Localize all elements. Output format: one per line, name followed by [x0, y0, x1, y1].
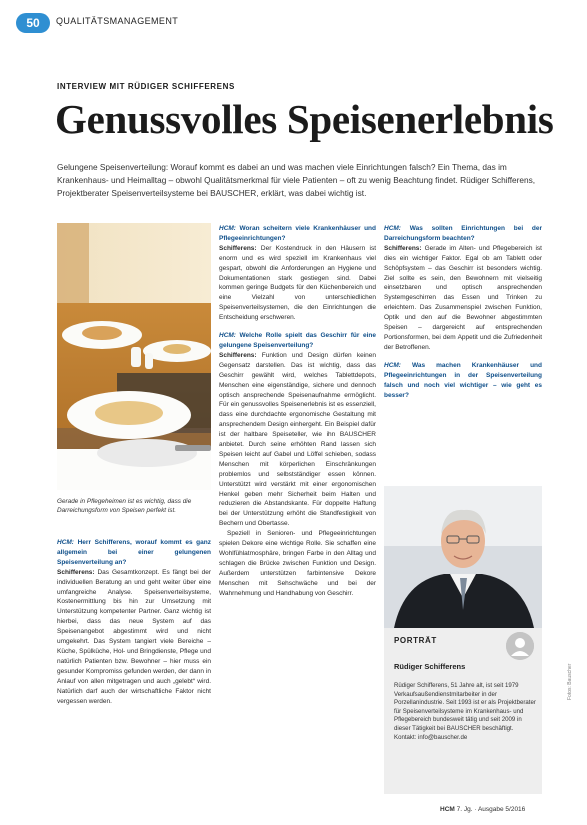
photo-caption: Gerade in Pflegeheimen ist es wichtig, dass die Darreichungsform von Speisen perfekt ist. [57, 498, 192, 514]
question-5 [384, 361, 542, 401]
answer-3-continued: Speziell in Senioren- und Pflegeeinrichtungen spielen Dekore eine wichtige Rolle. Sie schaffen eine Wohlfühlatmosphäre, bringen Farbe in den Alltag und schlagen die Brücke zwischen Funktion und Design. Außerdem unterstützen farbintensive Dekore Menschen mit Sehschwäche und bei der Wahrnehmung und Handhabung von Geschirr. [219, 530, 376, 597]
person-silhouette-icon [506, 632, 534, 660]
answer-1 [57, 568, 211, 707]
question-label: HCM: [219, 332, 236, 340]
question-label: HCM: [219, 225, 236, 232]
answer-label: Schifferens: [384, 244, 422, 252]
answer-text: Der Kostendruck in den Häusern ist enorm und es wird speziell im Krankenhaus viel gespart, obwohl die Anforderungen an Hygiene und Dokumentationen stark gestiegen sind. Dabei kommen geringe Budgets für den Küchenbereich und eine Vielzahl von unterschiedlichen Speisenverteilsystemen, die den Einrichtungen die Entscheidung erschweren. [219, 244, 376, 322]
question-text: Woran scheitern viele Krankenhäuser und Pflegeeinrichtungen? [219, 225, 376, 242]
answer-4 [384, 244, 542, 353]
photo-credit: Fotos: Bauscher [567, 663, 573, 700]
question-2 [219, 224, 376, 244]
question-text: Welche Rolle spielt das Geschirr für eine gelungene Speisenverteilung? [219, 332, 376, 349]
footer-brand: HCM [440, 806, 455, 813]
question-text: Herr Schifferens, worauf kommt es ganz allgemein bei einer gelungenen Speisenverteilung an? [57, 539, 211, 566]
article-column-3 [384, 224, 542, 400]
answer-text: Das Gesamtkonzept. Es fängt bei der individuellen Beratung an und geht weiter über eine umfangreiche Analyse. Speisenverteilsysteme, Kostenermittlung bis hin zur Umsetzung mit Unterstützung kompetenter Partner. Ganz wichtig ist hierbei, dass das neue System auf das Speisenangebot abgestimmt wird und nicht umgekehrt. Das System tangiert viele Bereiche – Küche, Spülküche, Hol- und Bringdienste, Pflege und natürlich Patienten bzw. Bewohner – hier muss ein gesunder Kompromiss gefunden werden, der dann in Anlauf von allen mitgetragen und auch „gelebt“ wird. Natürlich darf auch der wirtschaftliche Faktor nicht vergessen werden. [57, 568, 211, 705]
answer-label: Schifferens: [219, 351, 257, 359]
answer-text: Gerade im Alten- und Pflegebereich ist dies ein wichtiger Faktor. Egal ob am Tablett oder Schöpfsystem – das Geschirr ist besonders wichtig. Ziel sollte es sein, den Bewohnern mit vielseitig einsetzbaren und optisch ansprechenden Systemgeschirren das Essen und Trinken zu erleichtern. Das Zusammenspiel zwischen Funktion, Optik und den auf die Bewohner abgestimmten Speisen – dargereicht auf entsprechenden Portionsformen, bei dem Appetit und die Zufriedenheit der Betroffenen. [384, 244, 542, 351]
answer-3 [219, 351, 376, 529]
question-1 [57, 538, 211, 568]
portrait-name: Rüdiger Schifferens [394, 662, 466, 671]
answer-text: Funktion und Design dürfen keinen Gegensatz darstellen. Das ist wichtig, dass das Geschirr gewählt wird, welches Tablettdepots, Menschen eine eigenständige, sichere und dennoch optisch ansprechende Speisenaufnahme ermöglicht. Für ein genussvolles Speisenerlebnis ist es essenziell, dass eine durchdachte ergonomische Gestaltung mit ansprechendem Design einhergeht. Ein Beispiel dafür ist der haltbare Speiseteller, wie ihn BAUSCHER anbietet. Durch seine erhöhten Rand lassen sich Speisen leicht auf Gabel und Löffel schieben, sodass Menschen mit körperlichen Einschränkungen problemlos und selbstständiger essen können. Unterstützt wird verstärkt mit einer ergonomischen Henkel geben mehr Sicherheit beim Halten und reduzieren die Abstandskante. Für doppelte Haftung bei der Unterstützung erhöht die Standfestigkeit von Bechern und Obertasse. [219, 351, 376, 528]
article-photo [57, 223, 211, 490]
section-label: QUALITÄTSMANAGEMENT [56, 16, 179, 26]
question-4 [384, 224, 542, 244]
page-footer [440, 806, 525, 813]
article-column-1 [57, 538, 211, 706]
article-kicker: INTERVIEW MIT RÜDIGER SCHIFFERENS [57, 82, 235, 91]
question-text: Was machen Krankenhäuser und Pflegeeinrichtungen in der Speisenverteilung falsch und noch viel wichtiger – wie geht es besser? [384, 361, 542, 399]
portrait-info-box [384, 628, 542, 794]
question-label: HCM: [57, 539, 74, 546]
article-headline: Genussvolles Speisenerlebnis [55, 96, 554, 142]
footer-issue: 7. Jg. · Ausgabe 5/2016 [456, 806, 526, 813]
article-lede: Gelungene Speisenverteilung: Worauf kommt es dabei an und was machen viele Einrichtungen falsch? Ein Thema, das im Krankenhaus- und Heimalltag – obwohl Qualitätsmerkmal für viele Patienten – oft zu wenig Beachtung findet. Rüdiger Schifferens, Projektberater Speisenverteilsysteme bei BAUSCHER, erklärt, was dabei wichtig ist. [57, 162, 536, 198]
question-text: Was sollten Einrichtungen bei der Darreichungsform beachten? [384, 225, 542, 242]
article-column-2 [219, 224, 376, 599]
answer-2 [219, 244, 376, 323]
question-3 [219, 331, 376, 351]
portrait-bio: Rüdiger Schifferens, 51 Jahre alt, ist seit 1979 Verkaufsaußendienstmitarbeiter in der Porzellanindustrie. Seit 1993 ist er als Projektberater für Speisenverteilsysteme im Krankenhaus- und Pflegebereich bundesweit tätig und seit 2009 in dieser Tätigkeit bei BAUSCHER beschäftigt. Kontakt: info@bauscher.de [394, 682, 536, 741]
page-number-badge: 50 [16, 13, 50, 33]
question-label: HCM: [384, 361, 401, 369]
question-label: HCM: [384, 225, 401, 232]
portrait-photo [384, 486, 542, 628]
answer-label: Schifferens: [219, 244, 257, 252]
answer-label: Schifferens: [57, 568, 95, 576]
portrait-kicker: PORTRÄT [394, 636, 437, 645]
